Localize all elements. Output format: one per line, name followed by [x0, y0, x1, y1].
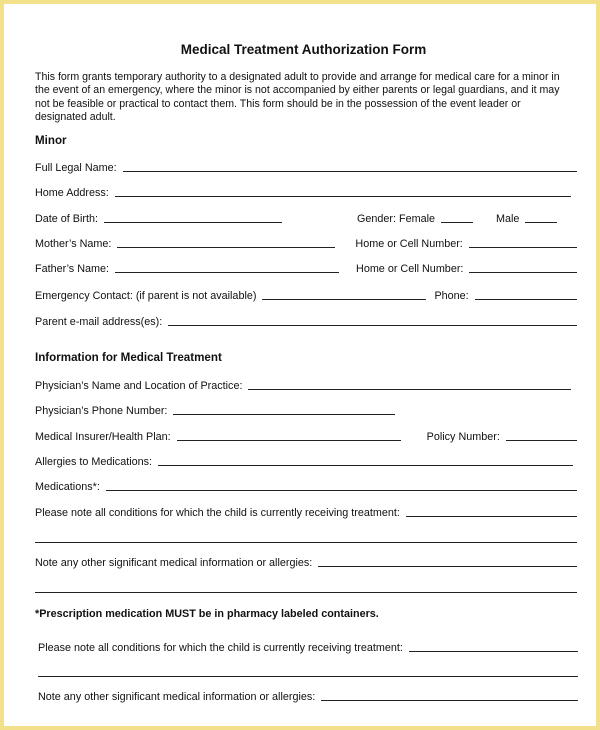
other-info-2-field[interactable]	[321, 700, 578, 701]
row-allergies	[35, 454, 577, 468]
conditions-2-label: Please note all conditions for which the child is currently receiving treatment:	[38, 642, 403, 654]
parent-email-label: Parent e-mail address(es):	[35, 316, 163, 328]
mothers-name-label: Mother’s Name:	[35, 238, 112, 250]
emergency-phone-field[interactable]	[475, 299, 577, 300]
father-phone-label: Home or Cell Number:	[356, 263, 464, 275]
section-minor-heading: Minor	[35, 134, 67, 147]
conditions-label: Please note all conditions for which the child is currently receiving treatment:	[35, 507, 400, 519]
gender-female-label: Gender: Female	[357, 213, 436, 225]
physician-phone-field[interactable]	[173, 414, 395, 415]
section-medical-heading: Information for Medical Treatment	[35, 351, 222, 364]
form-title: Medical Treatment Authorization Form	[180, 42, 427, 57]
row-date-of-birth-gender	[35, 211, 577, 225]
date-of-birth-field[interactable]	[104, 222, 282, 223]
row-conditions	[35, 505, 577, 519]
other-info-extra-line[interactable]	[35, 592, 577, 593]
policy-number-field[interactable]	[506, 440, 577, 441]
other-info-field[interactable]	[318, 566, 577, 567]
full-legal-name-field[interactable]	[123, 171, 577, 172]
prescription-note: *Prescription medication MUST be in pharmacy labeled containers.	[35, 608, 379, 620]
gender-female-field[interactable]	[441, 222, 473, 223]
allergies-field[interactable]	[158, 465, 573, 466]
date-of-birth-label: Date of Birth:	[35, 213, 99, 225]
full-legal-name-label: Full Legal Name:	[35, 162, 117, 174]
row-full-legal-name	[35, 160, 577, 174]
row-physician-name	[35, 378, 577, 392]
conditions-2-extra-line[interactable]	[38, 676, 578, 677]
fathers-name-label: Father’s Name:	[35, 263, 110, 275]
row-medications	[35, 479, 577, 493]
father-phone-field[interactable]	[469, 272, 577, 273]
emergency-contact-field[interactable]	[262, 299, 426, 300]
fathers-name-field[interactable]	[115, 272, 339, 273]
mothers-name-field[interactable]	[117, 247, 335, 248]
row-home-address	[35, 185, 577, 199]
conditions-field[interactable]	[406, 516, 577, 517]
row-insurer	[35, 429, 577, 443]
form-intro: This form grants temporary authority to a designated adult to provide and arrange for medical care for a minor in the event of an emergency, where the minor is not accompanied by either parents or legal guardians, and it may not be feasible or practical to contact them. This form should be in the possession of the event leader or designated adult.	[35, 71, 560, 123]
home-address-field[interactable]	[115, 196, 571, 197]
home-address-label: Home Address:	[35, 187, 109, 199]
row-other-info	[35, 555, 577, 569]
insurer-label: Medical Insurer/Health Plan:	[35, 431, 171, 443]
allergies-label: Allergies to Medications:	[35, 456, 153, 468]
emergency-contact-label: Emergency Contact: (if parent is not available)	[35, 290, 257, 302]
gender-male-field[interactable]	[525, 222, 557, 223]
emergency-phone-label: Phone:	[434, 290, 469, 302]
physician-name-label: Physician’s Name and Location of Practice:	[35, 380, 243, 392]
conditions-extra-line[interactable]	[35, 542, 577, 543]
row-emergency-contact	[35, 288, 577, 302]
parent-email-field[interactable]	[168, 325, 577, 326]
medications-field[interactable]	[106, 490, 577, 491]
row-mothers-name	[35, 236, 577, 250]
physician-name-field[interactable]	[248, 389, 571, 390]
row-physician-phone	[35, 403, 577, 417]
gender-male-label: Male	[496, 213, 520, 225]
medications-label: Medications*:	[35, 481, 100, 493]
physician-phone-label: Physician’s Phone Number:	[35, 405, 168, 417]
row-conditions-2	[38, 640, 578, 654]
row-parent-email	[35, 314, 577, 328]
conditions-2-field[interactable]	[409, 651, 578, 652]
mother-phone-field[interactable]	[469, 247, 577, 248]
row-fathers-name	[35, 261, 577, 275]
row-other-info-2	[38, 689, 578, 703]
insurer-field[interactable]	[177, 440, 401, 441]
other-info-2-label: Note any other significant medical information or allergies:	[38, 691, 316, 703]
mother-phone-label: Home or Cell Number:	[355, 238, 463, 250]
other-info-label: Note any other significant medical information or allergies:	[35, 557, 313, 569]
policy-number-label: Policy Number:	[426, 431, 500, 443]
